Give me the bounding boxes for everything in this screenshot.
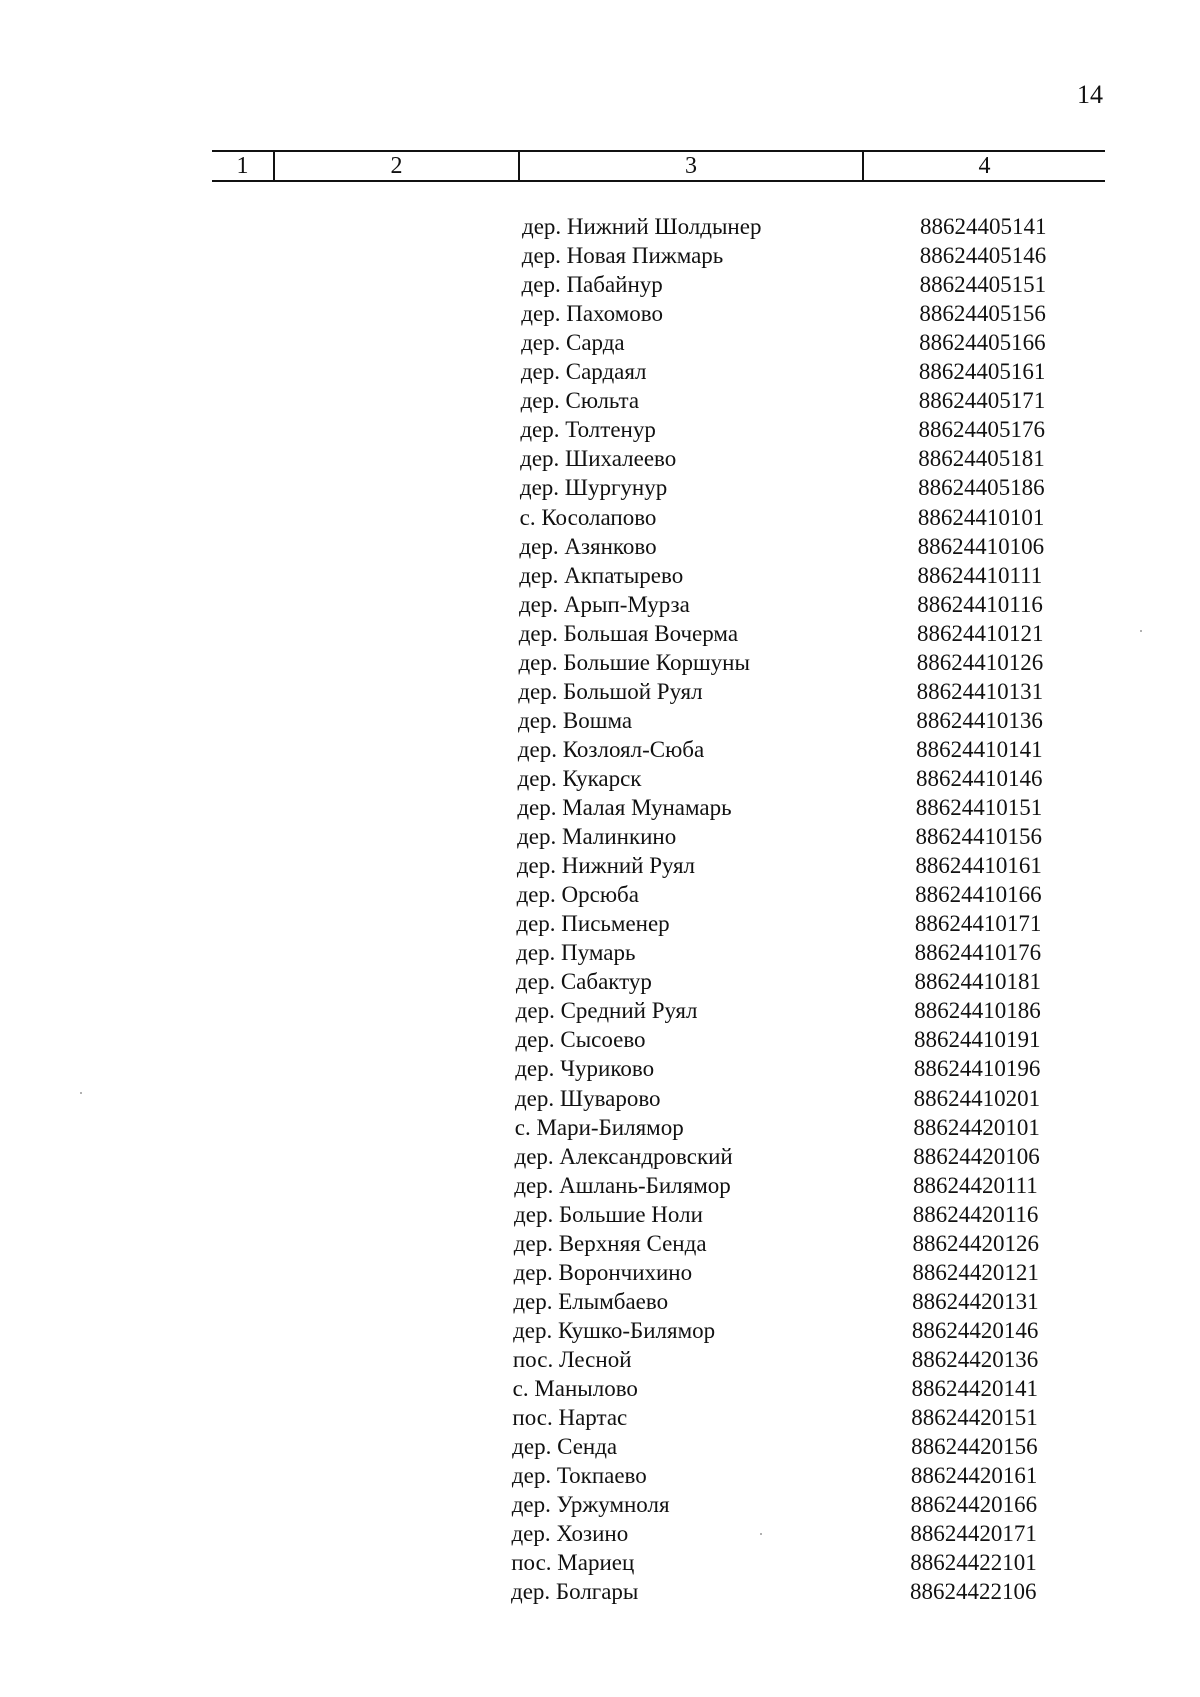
- settlement-name: дер. Шургунур: [519, 475, 668, 501]
- settlement-name: дер. Чуриково: [515, 1056, 655, 1082]
- settlement-name: дер. Козлоял-Сюба: [517, 736, 705, 762]
- settlement-name: дер. Александровский: [514, 1143, 733, 1169]
- scan-speck: [1140, 630, 1142, 632]
- settlement-name: пос. Лесной: [512, 1346, 632, 1372]
- settlement-name: дер. Письменер: [516, 911, 670, 937]
- settlement-name: дер. Сардаял: [520, 359, 647, 385]
- header-col-1: 1: [236, 152, 249, 179]
- settlement-name: дер. Вошма: [518, 707, 633, 733]
- settlement-code: 88624405161: [918, 359, 1046, 385]
- settlement-code: 88624405186: [918, 475, 1045, 501]
- settlement-name: дер. Малинкино: [517, 824, 677, 850]
- settlement-code: 88624405181: [918, 446, 1045, 472]
- scan-speck: [80, 1092, 82, 1094]
- settlement-code: 88624405146: [919, 243, 1047, 269]
- settlement-code: 88624410106: [917, 533, 1045, 559]
- settlement-code: 88624420101: [913, 1114, 1040, 1140]
- settlement-name: пос. Мариец: [511, 1550, 635, 1576]
- settlement-name: дер. Пабайнур: [521, 272, 663, 298]
- settlement-code: 88624420141: [911, 1376, 1038, 1401]
- settlement-name: дер. Нижний Руял: [516, 853, 696, 879]
- settlement-code: 88624420161: [910, 1463, 1038, 1489]
- settlement-code: 88624420126: [912, 1230, 1040, 1256]
- settlement-code: 88624410126: [916, 649, 1044, 675]
- settlement-name: дер. Сабактур: [515, 969, 652, 995]
- settlement-name: с. Манылово: [512, 1376, 638, 1401]
- settlement-code: 88624420116: [912, 1201, 1039, 1227]
- settlement-code: 88624410176: [914, 940, 1042, 966]
- settlement-code: 88624420151: [911, 1405, 1038, 1431]
- scan-speck: [760, 1533, 762, 1535]
- header-col-4: 4: [862, 152, 1105, 180]
- settlement-name: дер. Болгары: [511, 1579, 639, 1605]
- settlement-name: дер. Пахомово: [521, 301, 663, 327]
- settlement-code: 88624410141: [916, 736, 1043, 762]
- header-col-3: 3: [518, 152, 862, 180]
- settlement-code: 88624405171: [918, 388, 1046, 414]
- settlement-name: дер. Сысоево: [515, 1027, 646, 1053]
- settlement-name: дер. Шуварово: [514, 1085, 661, 1111]
- settlement-code: 88624410171: [914, 911, 1042, 937]
- settlement-code: 88624410181: [914, 969, 1041, 995]
- settlement-name: дер. Ашлань-Билямор: [514, 1172, 731, 1198]
- settlement-name: дер. Арып-Мурза: [518, 591, 690, 617]
- settlement-name: пос. Нартас: [512, 1405, 628, 1431]
- header-col-2: 2: [273, 152, 518, 180]
- settlement-name: дер. Большие Коршуны: [518, 649, 750, 675]
- settlement-code: 88624410186: [914, 998, 1041, 1024]
- settlement-code: 88624405156: [919, 301, 1046, 327]
- settlement-code: 88624410196: [913, 1056, 1041, 1082]
- settlement-code: 88624410116: [917, 591, 1043, 617]
- settlement-name: дер. Большая Вочерма: [518, 620, 739, 646]
- settlement-code: 88624410151: [915, 795, 1043, 820]
- settlement-code: 88624422106: [910, 1579, 1037, 1605]
- settlement-name: с. Мари-Билямор: [514, 1114, 684, 1140]
- settlement-code: 88624405141: [920, 214, 1047, 239]
- settlement-name: дер. Малая Мунамарь: [517, 795, 732, 820]
- settlement-code: 88624405151: [919, 272, 1047, 298]
- settlement-name: дер. Большие Ноли: [514, 1201, 703, 1227]
- settlement-name: дер. Азянково: [519, 533, 657, 559]
- settlement-name: дер. Верхняя Сенда: [513, 1230, 707, 1256]
- settlement-code: 88624410161: [915, 853, 1042, 879]
- settlement-code: 88624410136: [916, 707, 1043, 733]
- settlement-code: 88624422101: [910, 1550, 1037, 1576]
- settlement-code: 88624420171: [910, 1521, 1037, 1547]
- settlement-name: дер. Сюльта: [520, 388, 640, 414]
- settlement-code: 88624420156: [911, 1434, 1038, 1460]
- settlement-code: 88624410101: [917, 504, 1045, 530]
- settlement-code: 88624420106: [913, 1143, 1040, 1169]
- settlement-name: дер. Большой Руял: [518, 678, 703, 704]
- settlement-name: дер. Токпаево: [511, 1463, 647, 1489]
- settlement-name: дер. Пумарь: [516, 940, 636, 966]
- settlement-name: дер. Елымбаево: [513, 1288, 669, 1314]
- settlement-name: дер. Сарда: [521, 330, 625, 356]
- settlement-name: дер. Новая Пижмарь: [521, 243, 724, 269]
- settlement-name: дер. Кукарск: [517, 765, 642, 791]
- page-number: 14: [1077, 80, 1103, 109]
- settlement-code: 88624420136: [911, 1346, 1039, 1372]
- settlement-code: 88624420146: [911, 1317, 1039, 1343]
- settlement-name: дер. Акпатырево: [519, 562, 684, 588]
- settlement-code: 88624410146: [915, 765, 1043, 791]
- settlement-code: 88624410131: [916, 678, 1044, 704]
- table-header: [212, 150, 1105, 182]
- settlement-code: 88624410201: [913, 1085, 1041, 1111]
- settlement-code: 88624405176: [918, 417, 1045, 443]
- settlement-name: с. Косолапово: [519, 504, 657, 530]
- settlement-code: 88624410166: [915, 882, 1042, 908]
- settlement-code: 88624420111: [912, 1172, 1038, 1198]
- settlement-name: дер. Уржумноля: [511, 1492, 670, 1518]
- settlement-name: дер. Ворончихино: [513, 1259, 693, 1285]
- settlement-code: 88624420121: [912, 1259, 1039, 1285]
- settlement-name: дер. Толтенур: [520, 417, 656, 443]
- settlement-name: дер. Хозино: [511, 1521, 629, 1547]
- settlement-code: 88624410121: [917, 620, 1044, 646]
- settlement-name: дер. Средний Руял: [515, 998, 698, 1024]
- settlement-name: дер. Кушко-Билямор: [513, 1317, 716, 1343]
- settlement-code: 88624420166: [910, 1492, 1038, 1518]
- settlement-code: 88624410111: [917, 562, 1043, 588]
- settlement-code: 88624420131: [912, 1288, 1039, 1314]
- settlement-name: дер. Орсюба: [516, 882, 639, 908]
- settlement-name: дер. Сенда: [512, 1434, 618, 1460]
- settlement-name: дер. Нижний Шолдынер: [522, 214, 762, 239]
- settlement-code: 88624405166: [919, 330, 1046, 356]
- settlement-code: 88624410191: [914, 1027, 1041, 1053]
- settlement-name: дер. Шихалеево: [520, 446, 677, 472]
- settlement-code: 88624410156: [915, 824, 1043, 850]
